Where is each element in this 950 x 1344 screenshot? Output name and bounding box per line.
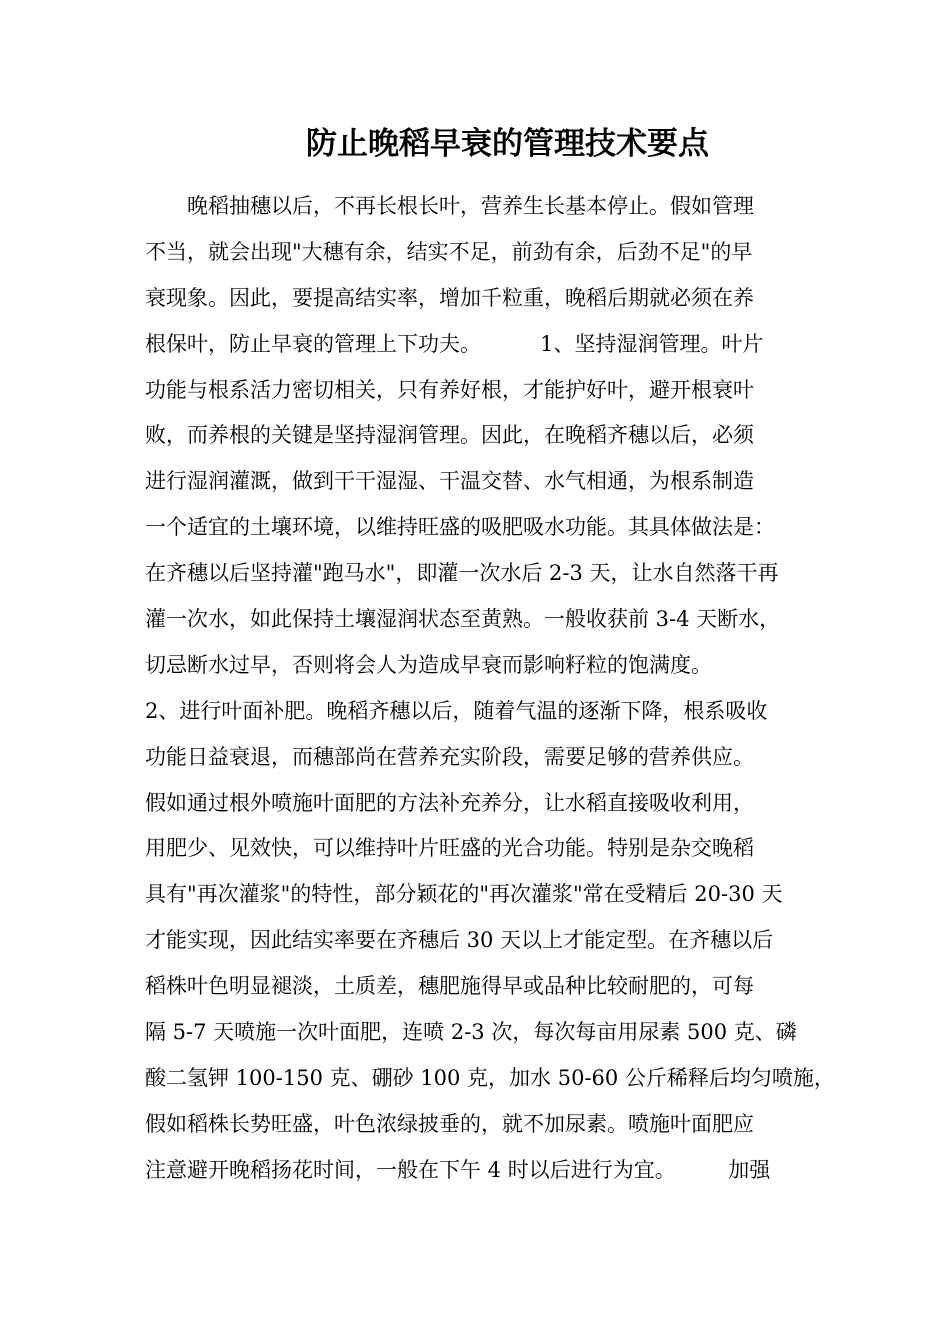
text-line: 不当，就会出现"大穗有余，结实不足，前劲有余，后劲不足"的早	[145, 239, 753, 264]
text-line: 注意避开晚稻扬花时间，一般在下午 4 时以后进行为宜。 加强	[145, 1157, 771, 1182]
body-text	[145, 184, 835, 1194]
text-line: 败，而养根的关键是坚持湿润管理。因此，在晚稻齐穗以后，必须	[145, 423, 754, 448]
text-line: 才能实现，因此结实率要在齐穗后 30 天以上才能定型。在齐穗以后	[145, 928, 774, 953]
text-line: 功能与根系活力密切相关，只有养好根，才能护好叶，避开根衰叶	[145, 377, 754, 402]
text-line: 衰现象。因此，要提高结实率，增加千粒重，晚稻后期就必须在养	[145, 285, 754, 310]
text-line: 根保叶，防止早衰的管理上下功夫。 1、坚持湿润管理。叶片	[145, 331, 764, 356]
text-line: 一个适宜的土壤环境，以维持旺盛的吸肥吸水功能。其具体做法是：	[145, 515, 775, 540]
text-line: 功能日益衰退，而穗部尚在营养充实阶段，需要足够的营养供应。	[145, 744, 754, 769]
text-line: 具有"再次灌浆"的特性，部分颖花的"再次灌浆"常在受精后 20-30 天	[145, 882, 783, 907]
text-line: 2、进行叶面补肥。晚稻齐穗以后，随着气温的逐渐下降，根系吸收	[145, 698, 768, 723]
text-line: 在齐穗以后坚持灌"跑马水"，即灌一次水后 2-3 天，让水自然落干再	[145, 561, 779, 586]
text-line: 晚稻抽穗以后，不再长根长叶，营养生长基本停止。假如管理	[145, 194, 754, 218]
document-title: 防止晚稻早衰的管理技术要点	[306, 126, 709, 162]
text-line: 用肥少、见效快，可以维持叶片旺盛的光合功能。特别是杂交晚稻	[145, 836, 754, 861]
text-line: 酸二氢钾 100-150 克、硼砂 100 克，加水 50-60 公斤稀释后均匀喷施，	[145, 1065, 835, 1090]
text-line: 灌一次水，如此保持土壤湿润状态至黄熟。一般收获前 3-4 天断水，	[145, 607, 781, 632]
text-line: 切忌断水过早，否则将会人为造成早衰而影响籽粒的饱满度。	[145, 652, 712, 677]
text-line: 隔 5-7 天喷施一次叶面肥，连喷 2-3 次，每次每亩用尿素 500 克、磷	[145, 1020, 797, 1045]
text-line: 稻株叶色明显褪淡，土质差，穗肥施得早或品种比较耐肥的，可每	[145, 974, 754, 999]
text-line: 假如通过根外喷施叶面肥的方法补充养分，让水稻直接吸收利用，	[145, 790, 754, 815]
text-line: 假如稻株长势旺盛，叶色浓绿披垂的，就不加尿素。喷施叶面肥应	[145, 1111, 754, 1136]
text-line: 进行湿润灌溉，做到干干湿湿、干温交替、水气相通，为根系制造	[145, 469, 754, 494]
